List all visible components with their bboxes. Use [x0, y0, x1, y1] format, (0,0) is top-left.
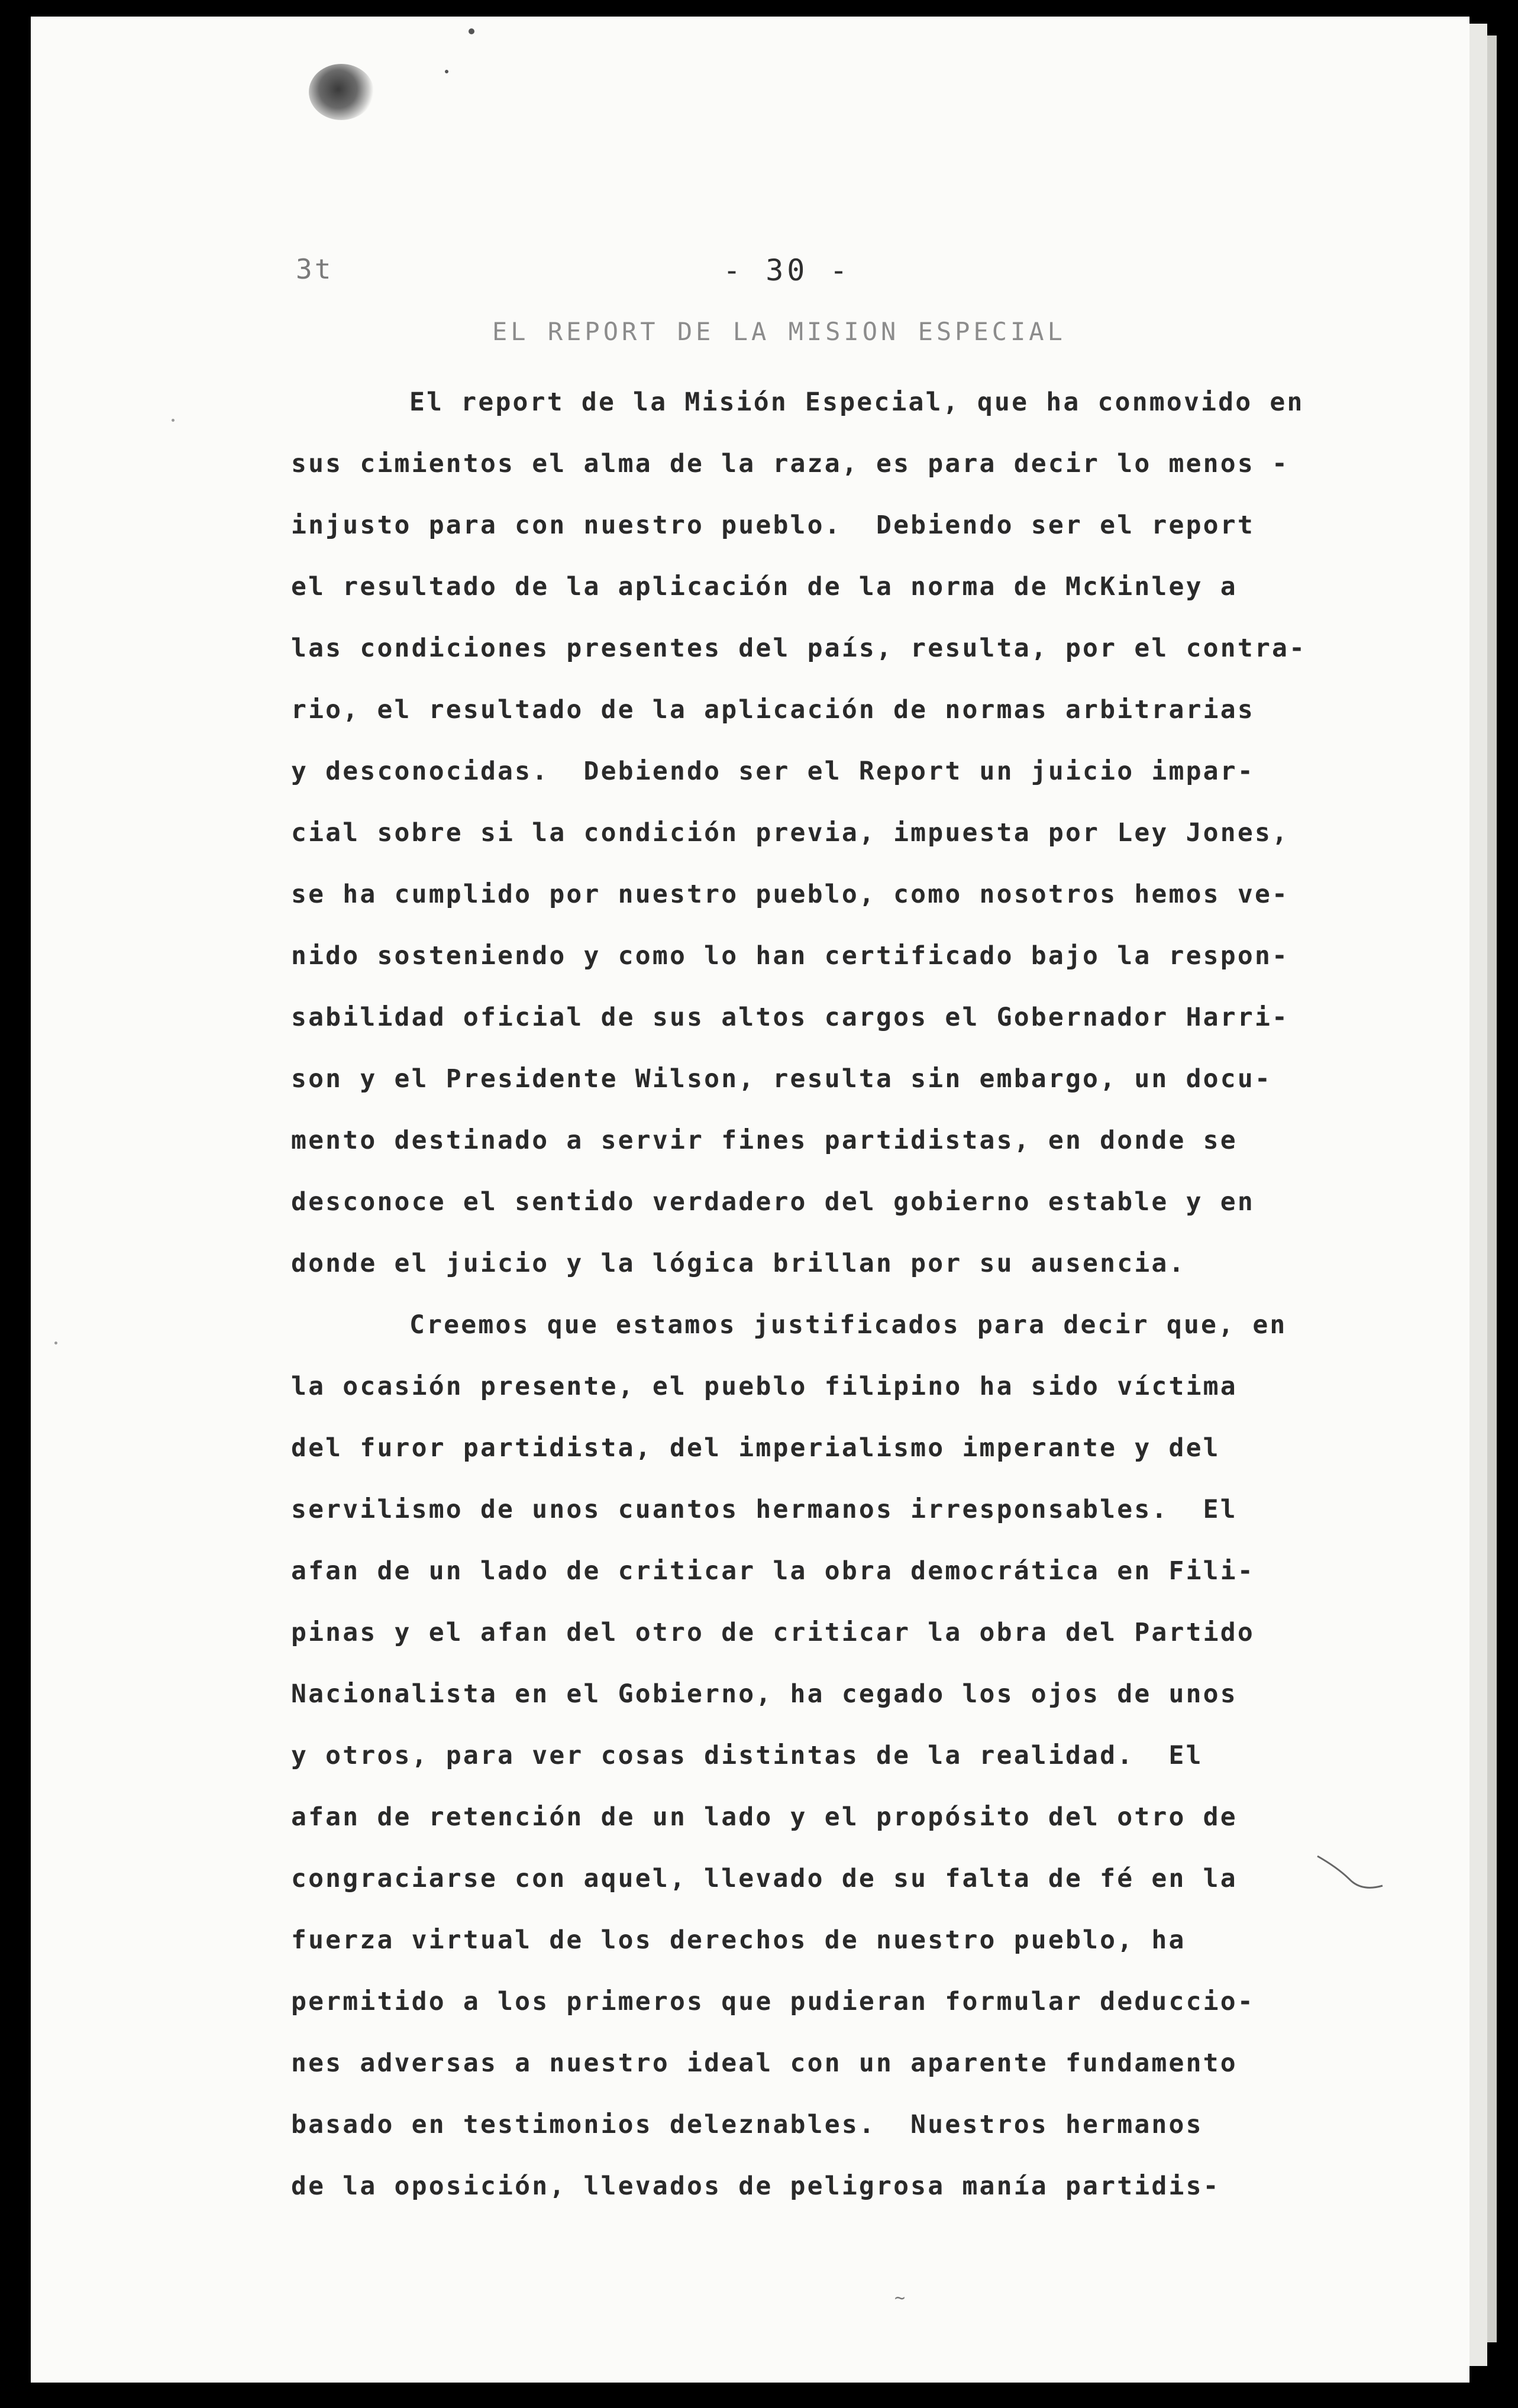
text-line: cial sobre si la condición previa, impuesta por Ley Jones,	[291, 818, 1290, 848]
page-edge	[1469, 24, 1487, 2366]
text-line: Creemos que estamos justificados para decir que, en	[409, 1310, 1287, 1340]
text-line: servilismo de unos cuantos hermanos irresponsables. El	[291, 1495, 1238, 1524]
page-header	[31, 253, 1469, 295]
text-line: son y el Presidente Wilson, resulta sin embargo, un docu-	[291, 1064, 1272, 1094]
ink-smudge	[309, 64, 374, 120]
text-line: El report de la Misión Especial, que ha conmovido en	[409, 387, 1304, 417]
text-line: afan de un lado de criticar la obra democrática en Fili-	[291, 1556, 1255, 1586]
ink-speck	[172, 419, 175, 422]
text-line: nes adversas a nuestro ideal con un aparente fundamento	[291, 2048, 1238, 2078]
corner-mark: 3t	[296, 253, 334, 285]
text-line: pinas y el afan del otro de criticar la obra del Partido	[291, 1618, 1255, 1647]
document-title: EL REPORT DE LA MISION ESPECIAL	[492, 317, 1066, 346]
ink-speck	[54, 1342, 57, 1344]
text-line: fuerza virtual de los derechos de nuestro pueblo, ha	[291, 1925, 1186, 1955]
text-line: del furor partidista, del imperialismo imperante y del	[291, 1433, 1220, 1463]
ink-speck	[445, 70, 448, 73]
text-line: congraciarse con aquel, llevado de su falta de fé en la	[291, 1864, 1238, 1893]
text-line: el resultado de la aplicación de la norma de McKinley a	[291, 572, 1238, 602]
margin-scribble	[1314, 1850, 1385, 1892]
text-line: injusto para con nuestro pueblo. Debiendo ser el report	[291, 510, 1255, 540]
text-line: nido sosteniendo y como lo han certificado bajo la respon-	[291, 941, 1290, 971]
text-line: la ocasión presente, el pueblo filipino ha sido víctima	[291, 1372, 1238, 1401]
text-line: y otros, para ver cosas distintas de la realidad. El	[291, 1741, 1203, 1770]
page-edge-shadow	[1487, 35, 1497, 2342]
text-line: basado en testimonios deleznables. Nuestros hermanos	[291, 2110, 1203, 2139]
ink-speck	[469, 28, 474, 34]
text-line: las condiciones presentes del país, resulta, por el contra-	[291, 633, 1307, 663]
text-line: afan de retención de un lado y el propósito del otro de	[291, 1802, 1238, 1832]
text-line: permitido a los primeros que pudieran formular deduccio-	[291, 1987, 1255, 2016]
text-line: sus cimientos el alma de la raza, es para decir lo menos -	[291, 449, 1290, 479]
text-line: de la oposición, llevados de peligrosa manía partidis-	[291, 2171, 1220, 2201]
text-line: rio, el resultado de la aplicación de normas arbitrarias	[291, 695, 1255, 725]
bottom-mark: ~	[894, 2288, 906, 2309]
text-line: sabilidad oficial de sus altos cargos el Gobernador Harri-	[291, 1003, 1290, 1032]
text-line: mento destinado a servir fines partidistas, en donde se	[291, 1126, 1238, 1155]
page-number: - 30 -	[723, 253, 851, 287]
text-line: donde el juicio y la lógica brillan por su ausencia.	[291, 1249, 1186, 1278]
text-line: desconoce el sentido verdadero del gobierno estable y en	[291, 1187, 1255, 1217]
document-page	[31, 17, 1469, 2383]
text-line: y desconocidas. Debiendo ser el Report un juicio impar-	[291, 757, 1255, 786]
text-line: Nacionalista en el Gobierno, ha cegado los ojos de unos	[291, 1679, 1238, 1709]
text-line: se ha cumplido por nuestro pueblo, como nosotros hemos ve-	[291, 880, 1290, 909]
document-body	[291, 371, 1368, 2217]
